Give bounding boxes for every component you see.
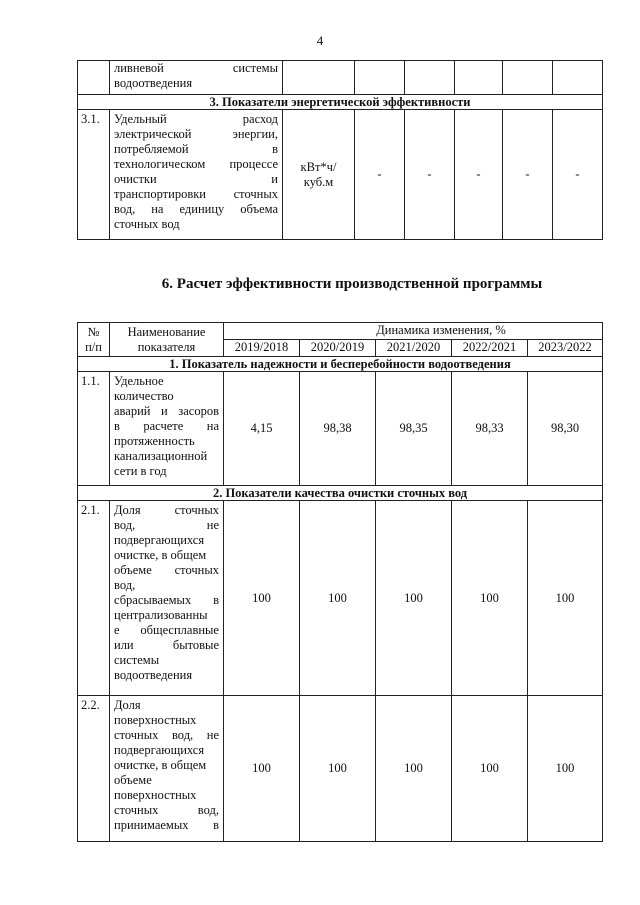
section-title: 6. Расчет эффективности производственной программы [161,276,543,292]
value-cell: 100 [452,696,528,842]
value-cell: 100 [224,501,300,696]
value-cell: 100 [224,696,300,842]
value-cell: - [553,110,603,240]
year-header: 2021/2020 [376,340,452,357]
indicator-name: Удельный расход электрической энергии, потребляемой в технологическом процессе очистки и транспортировки сточных вод, на единицу объема сточных вод [110,110,283,240]
value-cell: 100 [528,696,603,842]
num-header: № п/п [78,323,110,357]
row-number: 2.2. [78,696,110,842]
value-cell: - [405,110,455,240]
indicator-name: Удельное количество аварий и засоров в расчете на протяженность канализационной сети в год [110,372,224,486]
energy-efficiency-table [77,60,603,240]
indicator-name: Доля поверхностных сточных вод, не подвергающихся очистке, в общем объеме поверхностных сточных вод, принимаемых в [110,696,224,842]
section-2-header: 2. Показатели качества очистки сточных вод [78,486,603,501]
value-cell: - [503,110,553,240]
section-header-row [78,357,603,372]
value-cell: 100 [528,501,603,696]
year-header: 2022/2021 [452,340,528,357]
table-row [78,372,603,486]
table-row [78,501,603,696]
value-cell: 98,35 [376,372,452,486]
value-cell: 98,33 [452,372,528,486]
section-header-row [78,486,603,501]
section-1-header: 1. Показатель надежности и бесперебойности водоотведения [78,357,603,372]
section-header-row [78,95,603,110]
value-cell: 100 [300,501,376,696]
row-number: 2.1. [78,501,110,696]
value-cell: 98,38 [300,372,376,486]
year-header: 2020/2019 [300,340,376,357]
year-header: 2023/2022 [528,340,603,357]
continuation-row [78,61,603,95]
value-cell: 100 [300,696,376,842]
value-cell: 100 [452,501,528,696]
header-row [78,323,603,340]
table-row [78,696,603,842]
efficiency-calculation-table [77,322,603,842]
section-3-header: 3. Показатели энергетической эффективности [78,95,603,110]
value-cell: 4,15 [224,372,300,486]
name-header: Наименование показателя [110,323,224,357]
value-cell: 98,30 [528,372,603,486]
table-row [78,110,603,240]
page-number: 4 [316,33,324,48]
row-number: 3.1. [78,110,110,240]
dynamics-header: Динамика изменения, % [224,323,603,340]
row-number: 1.1. [78,372,110,486]
continuation-text: ливневой системы водоотведения [110,61,283,95]
unit-cell: кВт*ч/ куб.м [283,110,355,240]
value-cell: - [455,110,503,240]
value-cell: 100 [376,501,452,696]
value-cell: - [355,110,405,240]
value-cell: 100 [376,696,452,842]
indicator-name: Доля сточных вод, не подвергающихся очистке, в общем объеме сточных вод, сбрасываемых в централизованны е общесплавные или бытовые системы водоотведения [110,501,224,696]
year-header: 2019/2018 [224,340,300,357]
